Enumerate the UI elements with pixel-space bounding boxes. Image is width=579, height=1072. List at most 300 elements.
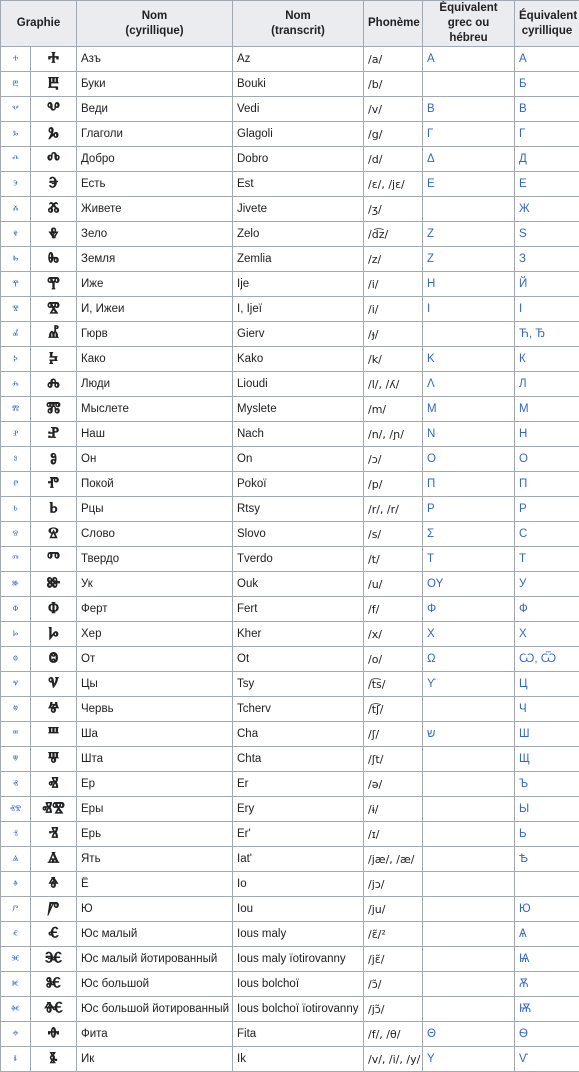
header-equivalent-grec[interactable]: Équivalent grec ou hébreu [423,1,515,47]
equivalent-greek-link[interactable]: Π [423,472,515,497]
glyph-image: ⱚ [31,1022,77,1047]
equivalent-greek-link[interactable]: Α [423,47,515,72]
name-transcribed: Rtsy [233,497,364,522]
table-row [1,472,579,497]
table-row [1,422,579,447]
name-transcribed: Er [233,772,364,797]
table-row [1,122,579,147]
glyph-image: ⱘ [31,972,77,997]
phoneme: /jɔ̃/ [364,997,423,1022]
glyph-image: ⱈ [31,622,77,647]
phoneme: /t/ [364,547,423,572]
phoneme: /x/ [364,622,423,647]
phoneme: /t͡ʃ/ [364,697,423,722]
name-transcribed: Ious bolchoï ïotirovanny [233,997,364,1022]
glyph-image: ⰳ [31,122,77,147]
name-cyrillic: Ерь [77,822,233,847]
table-row [1,697,579,722]
equivalent-greek-link[interactable] [423,322,515,347]
equivalent-cyrillic-link[interactable]: Ѫ [515,972,579,997]
equivalent-cyrillic-link[interactable]: І [515,297,579,322]
glyph-image: ⱄ [31,522,77,547]
glyph-small-link[interactable]: ⰺ [1,297,31,322]
glyph-small-link[interactable]: ⱚ [1,1022,31,1047]
name-cyrillic: Хер [77,622,233,647]
name-transcribed: Ious maly ïotirovanny [233,947,364,972]
name-transcribed: Ery [233,797,364,822]
name-cyrillic: Ша [77,722,233,747]
name-cyrillic: Буки [77,72,233,97]
equivalent-greek-link[interactable]: Ο [423,447,515,472]
header-graphie[interactable]: Graphie [1,1,77,47]
glyph-small-link[interactable]: ⱏⰺ [1,797,31,822]
glyph-small-link[interactable]: ⱎ [1,722,31,747]
equivalent-cyrillic-link[interactable] [515,872,579,897]
equivalent-greek-link[interactable] [423,697,515,722]
equivalent-cyrillic-link[interactable]: Ѭ [515,997,579,1022]
equivalent-greek-link[interactable]: Ζ [423,222,515,247]
name-transcribed: Io [233,872,364,897]
name-transcribed: Iou [233,897,364,922]
table-row [1,772,579,797]
phoneme: /o/ [364,647,423,672]
glyph-image: ⱛ [31,1047,77,1072]
table-row [1,322,579,347]
equivalent-cyrillic-link[interactable]: Ю [515,897,579,922]
name-cyrillic: Зело [77,222,233,247]
glyph-image: ⱌ [31,672,77,697]
glyph-image: ⱉ [31,647,77,672]
phoneme: /ʃt/ [364,747,423,772]
glyph-small-link[interactable]: ⱐ [1,822,31,847]
equivalent-cyrillic-link[interactable]: Х [515,622,579,647]
table-row [1,722,579,747]
glyph-small-link[interactable]: ⰲ [1,97,31,122]
phoneme: /jɛ̃/ [364,947,423,972]
name-transcribed: Bouki [233,72,364,97]
table-row [1,1022,579,1047]
glyph-small-link[interactable]: ⱑ [1,847,31,872]
glyph-image: ⱅ [31,547,77,572]
equivalent-greek-link[interactable] [423,947,515,972]
name-transcribed: Kako [233,347,364,372]
name-cyrillic: Ер [77,772,233,797]
glyph-image: ⱐ [31,822,77,847]
glyph-small-link[interactable]: ⱛ [1,1047,31,1072]
glyph-image: ⱃ [31,497,77,522]
equivalent-cyrillic-link[interactable]: Ѡ, Ѿ [515,647,579,672]
header-nom-transcrit[interactable]: Nom (transcrit) [233,1,364,47]
equivalent-greek-link[interactable]: ש [423,722,515,747]
equivalent-greek-link[interactable] [423,897,515,922]
glyph-image: ⰵ [31,172,77,197]
equivalent-cyrillic-link[interactable]: В [515,97,579,122]
glyph-image: ⱋ [31,747,77,772]
equivalent-greek-link[interactable] [423,847,515,872]
name-transcribed: Tcherv [233,697,364,722]
name-transcribed: Jivete [233,197,364,222]
table-row [1,747,579,772]
equivalent-cyrillic-link[interactable]: Е [515,172,579,197]
glyph-image: ⰹ [31,272,77,297]
glyph-small-link[interactable]: ⱀ [1,422,31,447]
equivalent-greek-link[interactable] [423,972,515,997]
name-transcribed: Myslete [233,397,364,422]
table-row [1,297,579,322]
table-row [1,572,579,597]
name-cyrillic: Он [77,447,233,472]
glyph-image: ⱆ [31,572,77,597]
equivalent-cyrillic-link[interactable]: Ъ [515,772,579,797]
name-transcribed: On [233,447,364,472]
phoneme: /ʒ/ [364,197,423,222]
glyph-image: ⱀ [31,422,77,447]
table-row [1,172,579,197]
equivalent-greek-link[interactable]: Κ [423,347,515,372]
glyph-image: ⱑ [31,847,77,872]
phoneme: /ɟ/ [364,322,423,347]
equivalent-greek-link[interactable]: Ρ [423,497,515,522]
name-transcribed: Er' [233,822,364,847]
equivalent-greek-link[interactable]: Η [423,272,515,297]
phoneme: /l/, /ʎ/ [364,372,423,397]
equivalent-greek-link[interactable]: Β [423,97,515,122]
table-row [1,47,579,72]
glyph-image: ⰴ [31,147,77,172]
glyph-small-link[interactable]: ⱋ [1,747,31,772]
equivalent-greek-link[interactable]: Ι [423,297,515,322]
glyph-small-link[interactable]: ⰾ [1,372,31,397]
phoneme: /ə/ [364,772,423,797]
phoneme: /f/, /θ/ [364,1022,423,1047]
equivalent-greek-link[interactable] [423,772,515,797]
equivalent-greek-link[interactable] [423,747,515,772]
glyph-image: ⰸ [31,247,77,272]
equivalent-cyrillic-link[interactable]: П [515,472,579,497]
name-cyrillic: Рцы [77,497,233,522]
equivalent-greek-link[interactable]: Φ [423,597,515,622]
name-cyrillic: Како [77,347,233,372]
phoneme: /s/ [364,522,423,547]
equivalent-cyrillic-link[interactable]: Ѧ [515,922,579,947]
phoneme: /v/ [364,97,423,122]
equivalent-greek-link[interactable] [423,822,515,847]
name-cyrillic: Юс малый йотированный [77,947,233,972]
phoneme: /d/ [364,147,423,172]
glyph-small-link[interactable]: ⱇ [1,597,31,622]
equivalent-cyrillic-link[interactable]: С [515,522,579,547]
glyph-small-link[interactable]: ⰿ [1,397,31,422]
glyph-image: ⱍ [31,697,77,722]
name-transcribed: Ik [233,1047,364,1072]
phoneme: /r/, /r/ [364,497,423,522]
glyph-small-link[interactable]: ⱄ [1,522,31,547]
name-transcribed: Ious maly [233,922,364,947]
glyph-small-link[interactable]: ⱈ [1,622,31,647]
glyph-small-link[interactable]: ⱔ [1,922,31,947]
table-row [1,347,579,372]
phoneme: /ɪ/ [364,822,423,847]
glyph-small-link[interactable]: ⱌ [1,672,31,697]
equivalent-cyrillic-link[interactable]: Ь [515,822,579,847]
name-cyrillic: Веди [77,97,233,122]
name-transcribed: Slovo [233,522,364,547]
phoneme: /f/ [364,597,423,622]
name-transcribed: Tverdo [233,547,364,572]
glyph-image: ⱂ [31,472,77,497]
name-cyrillic: Ик [77,1047,233,1072]
name-transcribed: Ouk [233,572,364,597]
glyph-small-link[interactable]: ⱘ [1,972,31,997]
glyph-image: ⰰ [31,47,77,72]
table-row [1,597,579,622]
name-cyrillic: Покой [77,472,233,497]
equivalent-cyrillic-link[interactable]: Ѵ [515,1047,579,1072]
glyph-small-link[interactable]: ⰶ [1,197,31,222]
equivalent-cyrillic-link[interactable]: М [515,397,579,422]
equivalent-cyrillic-link[interactable]: Ч [515,697,579,722]
phoneme: /b/ [364,72,423,97]
table-row [1,547,579,572]
name-transcribed: Gierv [233,322,364,347]
glyph-small-link[interactable]: ⰳ [1,122,31,147]
name-transcribed: Ije [233,272,364,297]
glyph-small-link[interactable]: ⰰ [1,47,31,72]
name-cyrillic: Червь [77,697,233,722]
glyph-small-link[interactable]: ⰱ [1,72,31,97]
phoneme: /ju/ [364,897,423,922]
name-cyrillic: Есть [77,172,233,197]
equivalent-cyrillic-link[interactable]: Ы [515,797,579,822]
header-row [1,1,579,47]
equivalent-cyrillic-link[interactable]: Ѩ [515,947,579,972]
name-cyrillic: Ё [77,872,233,897]
name-cyrillic: Фита [77,1022,233,1047]
glyph-small-link[interactable]: ⱏ [1,772,31,797]
equivalent-cyrillic-link[interactable]: Ѳ [515,1022,579,1047]
glyph-image: ⱎ [31,722,77,747]
equivalent-greek-link[interactable]: ΟΥ [423,572,515,597]
equivalent-greek-link[interactable] [423,997,515,1022]
glyph-image: ⰽ [31,347,77,372]
name-transcribed: Zemlia [233,247,364,272]
name-transcribed: Vedi [233,97,364,122]
phoneme: /z/ [364,247,423,272]
phoneme: /g/ [364,122,423,147]
equivalent-greek-link[interactable]: ϒ [423,672,515,697]
equivalent-greek-link[interactable]: Θ [423,1022,515,1047]
equivalent-greek-link[interactable]: Υ [423,1047,515,1072]
glyph-image: ⰿ [31,397,77,422]
equivalent-cyrillic-link[interactable]: У [515,572,579,597]
glyph-small-link[interactable]: ⱁ [1,447,31,472]
table-row [1,672,579,697]
table-row [1,197,579,222]
table-row [1,872,579,897]
name-cyrillic: Юс большой йотированный [77,997,233,1022]
name-cyrillic: Ферт [77,597,233,622]
glyph-image: ⱏ [31,772,77,797]
glyph-image: ⱔ [31,922,77,947]
glyph-small-link[interactable]: ⰴ [1,147,31,172]
equivalent-greek-link[interactable] [423,872,515,897]
equivalent-cyrillic-link[interactable]: Н [515,422,579,447]
equivalent-cyrillic-link[interactable]: Д [515,147,579,172]
name-transcribed: Glagoli [233,122,364,147]
table-row [1,972,579,997]
name-cyrillic: От [77,647,233,672]
header-phoneme[interactable]: Phonème [364,1,423,47]
equivalent-cyrillic-link[interactable]: А [515,47,579,72]
table-row [1,222,579,247]
name-transcribed: Zelo [233,222,364,247]
table-row [1,72,579,97]
name-cyrillic: Цы [77,672,233,697]
equivalent-cyrillic-link[interactable]: Л [515,372,579,397]
name-transcribed: Chta [233,747,364,772]
phoneme: /k/ [364,347,423,372]
table-row [1,97,579,122]
glyph-small-link[interactable]: ⰸ [1,247,31,272]
glyph-small-link[interactable]: ⰹ [1,272,31,297]
equivalent-greek-link[interactable] [423,797,515,822]
glyph-small-link[interactable]: ⱓ [1,897,31,922]
equivalent-greek-link[interactable]: Δ [423,147,515,172]
name-cyrillic: Наш [77,422,233,447]
glyph-small-link[interactable]: ⱍ [1,697,31,722]
glyph-image: ⱓ [31,897,77,922]
glyph-small-link[interactable]: ⰵ [1,172,31,197]
equivalent-cyrillic-link[interactable]: Г [515,122,579,147]
equivalent-cyrillic-link[interactable]: О [515,447,579,472]
equivalent-greek-link[interactable]: Ζ [423,247,515,272]
name-cyrillic: И, Ижеи [77,297,233,322]
glyph-small-link[interactable]: ⱖ [1,872,31,897]
phoneme: /n/, /ɲ/ [364,422,423,447]
glyph-image: ⱖ [31,872,77,897]
equivalent-cyrillic-link[interactable]: Б [515,72,579,97]
table-row [1,997,579,1022]
name-cyrillic: Глаголи [77,122,233,147]
equivalent-greek-link[interactable] [423,922,515,947]
equivalent-greek-link[interactable]: Λ [423,372,515,397]
name-cyrillic: Люди [77,372,233,397]
equivalent-cyrillic-link[interactable]: Ш [515,722,579,747]
name-transcribed: Est [233,172,364,197]
glyph-small-link[interactable]: ⱃ [1,497,31,522]
equivalent-greek-link[interactable]: Γ [423,122,515,147]
table-row [1,522,579,547]
equivalent-greek-link[interactable]: Ω [423,647,515,672]
name-cyrillic: Мыслете [77,397,233,422]
glyph-small-link[interactable]: ⱂ [1,472,31,497]
header-equivalent-cyrillique[interactable]: Équivalent cyrillique [515,1,579,47]
equivalent-greek-link[interactable]: Μ [423,397,515,422]
phoneme: /p/ [364,472,423,497]
equivalent-cyrillic-link[interactable]: Й [515,272,579,297]
equivalent-greek-link[interactable] [423,197,515,222]
glyph-image: ⰼ [31,322,77,347]
glyph-small-link[interactable]: ⰽ [1,347,31,372]
table-row [1,397,579,422]
glyph-small-link[interactable]: ⱉ [1,647,31,672]
name-transcribed: Ious bolchoï [233,972,364,997]
table-row [1,272,579,297]
phoneme: /ɔ/ [364,447,423,472]
equivalent-cyrillic-link[interactable]: Р [515,497,579,522]
phoneme: /u/ [364,572,423,597]
name-transcribed: Cha [233,722,364,747]
equivalent-cyrillic-link[interactable]: Ж [515,197,579,222]
glyph-small-link[interactable]: ⱆ [1,572,31,597]
glyph-small-link[interactable]: ⰼ [1,322,31,347]
table-row [1,247,579,272]
equivalent-greek-link[interactable]: Χ [423,622,515,647]
table-row [1,797,579,822]
name-transcribed: Az [233,47,364,72]
equivalent-cyrillic-link[interactable]: Ѣ [515,847,579,872]
phoneme: /a/ [364,47,423,72]
equivalent-cyrillic-link[interactable]: Ћ, Ђ [515,322,579,347]
phoneme: /i/ [364,272,423,297]
equivalent-greek-link[interactable]: Ε [423,172,515,197]
name-cyrillic: Юс большой [77,972,233,997]
equivalent-cyrillic-link[interactable]: S [515,222,579,247]
name-cyrillic: Азъ [77,47,233,72]
table-row [1,897,579,922]
table-row [1,372,579,397]
phoneme: /ʃ/ [364,722,423,747]
equivalent-cyrillic-link[interactable]: Ц [515,672,579,697]
name-transcribed: Pokoï [233,472,364,497]
glyph-image: ⰺ [31,297,77,322]
glyph-small-link[interactable]: ⱙ [1,997,31,1022]
glyph-image: ⰾ [31,372,77,397]
glyph-image: ⰱ [31,72,77,97]
equivalent-greek-link[interactable]: Τ [423,547,515,572]
equivalent-cyrillic-link[interactable]: К [515,347,579,372]
table-row [1,822,579,847]
table-row [1,922,579,947]
name-transcribed: Fert [233,597,364,622]
equivalent-greek-link[interactable] [423,72,515,97]
table-row [1,147,579,172]
name-transcribed: Ot [233,647,364,672]
name-transcribed: Fita [233,1022,364,1047]
glyph-image: ⱇ [31,597,77,622]
glyph-image: ⰲ [31,97,77,122]
name-cyrillic: Юс малый [77,922,233,947]
phoneme: /ɛ̃/² [364,922,423,947]
name-cyrillic: Шта [77,747,233,772]
glyph-image: ⱏⰺ [31,797,77,822]
glyph-small-link[interactable]: ⱅ [1,547,31,572]
equivalent-greek-link[interactable]: Σ [423,522,515,547]
glyph-small-link[interactable]: ⰷ [1,222,31,247]
equivalent-cyrillic-link[interactable]: Т [515,547,579,572]
equivalent-cyrillic-link[interactable]: Щ [515,747,579,772]
name-cyrillic: Ять [77,847,233,872]
header-nom-cyrillique[interactable]: Nom (cyrillique) [77,1,233,47]
glyph-small-link[interactable]: ⱗ [1,947,31,972]
name-transcribed: Tsy [233,672,364,697]
table-row [1,947,579,972]
equivalent-cyrillic-link[interactable]: З [515,247,579,272]
equivalent-cyrillic-link[interactable]: Ф [515,597,579,622]
equivalent-greek-link[interactable]: Ν [423,422,515,447]
table-row [1,647,579,672]
table-row [1,1047,579,1072]
